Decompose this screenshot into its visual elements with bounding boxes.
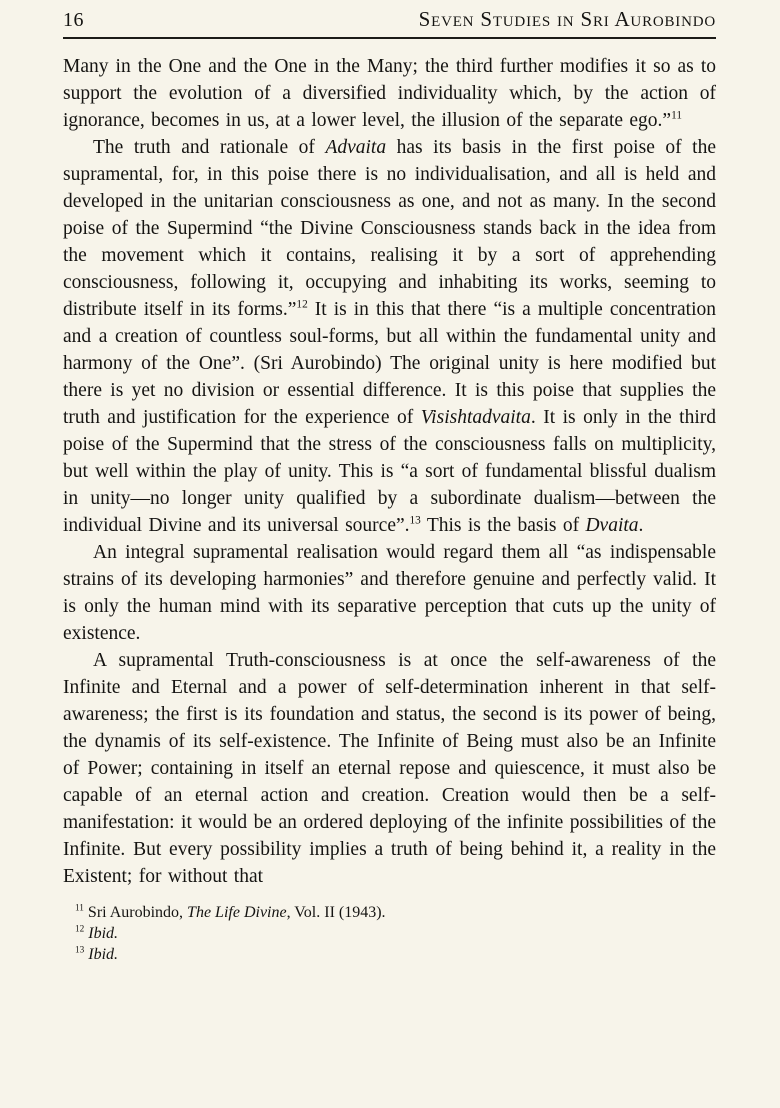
paragraph — [63, 53, 716, 134]
text-run: Sri Aurobindo, — [87, 904, 188, 921]
page-header — [63, 6, 716, 33]
text-run: Ibid. — [88, 925, 119, 942]
footnote-ref: 12 — [296, 298, 308, 311]
header-rule — [63, 37, 716, 39]
text-run: has its basis in the first poise of the supramental, for, in this poise there is no individualisation, and all is held and developed in the unitarian consciousness as one, and not as many. In the second poise of the Supermind “the Divine Consciousness stands back in the idea from the movement which it contains, realising it by a sort of apprehending consciousness, following it, occupying and inhabiting its works, seeming to distribute itself in its forms.” — [63, 137, 716, 320]
footnote-marker: 11 — [75, 903, 84, 914]
text-run: Advaita — [325, 137, 387, 158]
text-run: Ibid. — [88, 946, 119, 963]
running-title: Seven Studies in Sri Aurobindo — [418, 7, 716, 31]
text-run: The Life Divine — [187, 904, 287, 921]
footnote-ref: 11 — [671, 109, 682, 122]
footnote-marker: 12 — [75, 924, 85, 935]
text-run: Dvaita — [585, 515, 639, 536]
paragraph — [63, 134, 716, 539]
text-run: This is the basis of — [420, 515, 586, 536]
text-run: , Vol. II (1943). — [286, 904, 386, 921]
footnotes — [63, 902, 716, 965]
footnote-marker: 13 — [75, 945, 85, 956]
footnote — [75, 923, 716, 944]
text-run: A supramental Truth-consciousness is at once the self-awareness of the Infinite and Eternal and a power of self-determination inherent in that self-awareness; the first is its foundation and status, the second is its power of being, the dynamis of its self-existence. The Infinite of Being must also be an Infinite of Power; containing in itself an eternal repose and quiescence, it must also be capable of an eternal action and creation. Creation would then be a self-manifestation: it would be an ordered deploying of the infinite possibilities of the Infinite. But every possibility implies a truth of being behind it, a reality in the Existent; for without that — [63, 650, 716, 887]
page-number: 16 — [63, 9, 84, 31]
text-run: The truth and rationale of — [93, 137, 326, 158]
body-text — [63, 53, 716, 890]
text-run: . — [638, 515, 644, 536]
paragraph — [63, 539, 716, 647]
text-run: An integral supramental realisation would regard them all “as indispensable strains of its developing harmonies” and therefore genuine and perfectly valid. It is only the human mind with its separative perception that cuts up the unity of existence. — [63, 542, 716, 644]
text-run: . It is only in the third poise of the Supermind that the stress of the consciousness falls on multiplicity, but well within the play of unity. This is “a sort of fundamental blissful dualism in unity—no longer unity qualified by a subordinate dualism—between the individual Divine and its universal source”. — [63, 407, 717, 536]
text-run: Visishtadvaita — [420, 407, 531, 428]
paragraph — [63, 647, 716, 890]
text-run: It is in this that there “is a multiple concentration and a creation of countless soul-forms, but all within the fundamental unity and harmony of the One”. (Sri Aurobindo) The original unity is here modified but there is yet no division or essential difference. It is this poise that supplies the truth and justification for the experience of — [63, 299, 716, 428]
text-run: Many in the One and the One in the Many; the third further modifies it so as to support the evolution of a diversified individuality which, by the action of ignorance, becomes in us, at a lower level, the illusion of the separate ego.” — [63, 56, 716, 131]
footnote — [75, 902, 716, 923]
footnote-ref: 13 — [409, 514, 421, 527]
footnote — [75, 944, 716, 965]
